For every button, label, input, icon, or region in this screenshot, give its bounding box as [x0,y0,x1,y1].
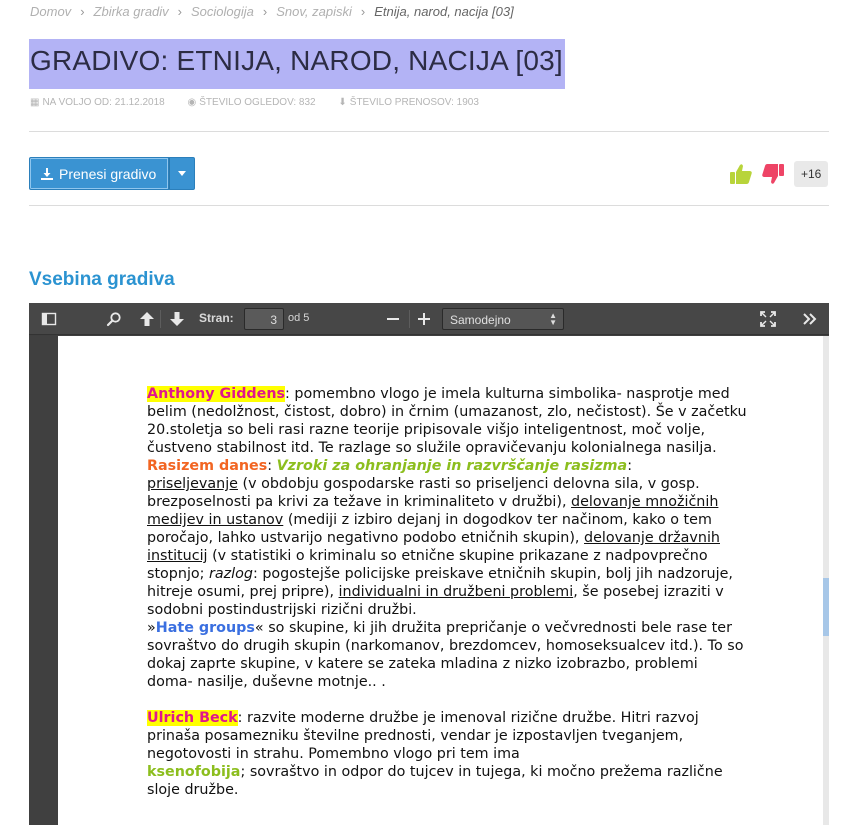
toolbar-separator [409,310,410,328]
eye-icon: ◉ [187,97,197,108]
download-button[interactable] [29,157,169,190]
italic-razlog: razlog [209,566,253,582]
download-icon: ⬇ [338,97,347,108]
text-causes-3: (v statistiki o kriminalu so etnične skupine prikazane z nadpovprečno stopnjo; [147,548,708,582]
heading-ksenofobija: ksenofobija [147,764,241,780]
fullscreen-icon[interactable] [760,311,776,327]
scrollbar-thumb[interactable] [823,578,829,636]
search-icon[interactable] [106,311,122,327]
document-scrollbar[interactable] [823,336,829,825]
chevron-right-icon: › [262,4,268,19]
breadcrumb-home[interactable]: Domov [30,4,72,19]
download-icon [41,168,53,180]
text-colon: : [627,458,633,474]
text-causes-4: : pogostejše policijske preiskave etničnih skupin, bolj jih nadzoruje, hitreje osumi, prej pripre), [147,566,733,600]
breadcrumb-subject[interactable]: Sociologija [191,4,254,19]
text-beck: : razvite moderne družbe je imenoval rizične družbe. Hitri razvoj prinaša posamezniku številne prednosti, vendar je izpostavljen tveganjem, negotovosti in strahu. Pomembno vlogo pri tem ima [147,710,699,762]
subheading-vzroki: Vzroki za ohranjanje in razvrščanje rasizma [276,458,628,474]
breadcrumb [30,4,514,19]
chevron-right-icon: › [360,4,366,19]
paragraph-causes [147,475,747,619]
breadcrumb-collection[interactable]: Zbirka gradiv [93,4,169,19]
calendar-icon: ▦ [30,97,40,108]
meta-downloads [338,97,479,108]
chevron-right-icon: › [80,4,85,19]
sidebar-toggle-icon[interactable] [41,311,57,327]
page-title: GRADIVO: ETNIJA, NAROD, NACIJA [03] [30,45,563,76]
vote-count-badge: +16 [794,161,828,187]
text-causes-5: , še posebej izraziti v sodobni postindustrijski rizični družbi. [147,584,724,618]
highlight-beck: Ulrich Beck [147,710,238,726]
title-highlight [29,39,565,89]
meta-downloads-text: ŠTEVILO PRENOSOV: 1903 [349,97,479,108]
toolbar-separator [160,310,161,328]
zoom-out-icon[interactable] [385,311,401,327]
paragraph-hate-groups [147,619,747,691]
underline-priseljevanje: priseljevanje [147,476,238,492]
download-button-label: Prenesi gradivo [59,165,157,182]
underline-institucije: delovanje državnih institucij [147,530,720,564]
text-quote-open: » [147,620,156,636]
text-causes-1: (v obdobju gospodarske rasti so priseljenci delovna sila, v gosp. brezposelnosti pa krivi za težave in kriminaliteto v družbi), [147,476,700,510]
breadcrumb-category[interactable]: Snov, zapiski [276,4,352,19]
divider [29,131,829,132]
zoom-select[interactable] [442,308,564,330]
next-page-icon[interactable] [169,311,185,327]
section-title: Vsebina gradiva [29,269,175,290]
chevron-right-icon: › [177,4,183,19]
page-label: Stran: [199,311,234,325]
page-count: od 5 [288,312,310,324]
meta-views-text: ŠTEVILO OGLEDOV: 832 [199,97,316,108]
meta-views [188,97,316,108]
breadcrumb-current: Etnija, narod, nacija [03] [374,4,514,19]
meta-info [30,97,499,108]
viewer-toolbar [29,303,829,335]
paragraph-giddens [147,385,747,457]
document-page [58,336,823,825]
underline-problemi: individualni in družbeni problemi [338,584,574,600]
text-ksenofobija: ; sovraštvo in odpor do tujcev in tujega, ki močno prežema različne sloje družbe. [147,764,723,798]
download-button-group [29,157,195,190]
zoom-select-value: Samodejno [450,313,511,327]
download-dropdown-toggle[interactable] [169,157,195,190]
text-giddens: : pomembno vlogo je imela kulturna simbolika- nasprotje med belim (nedolžnost, čistost, dobro) in črnim (umazanost, zlo, nečistost). Še v začetku 20.stoletja so beli rasi razne teorije pripisovale višjo inteligentnost, moč volje, čustveno stabilnost itd. Te razlage so služile opravičevanju kolonialnega nasilja. [147,386,747,456]
heading-hate-groups: Hate groups [155,620,255,636]
divider [29,205,829,206]
text-causes-2: (mediji z izbiro dejanj in dogodkov ter načinom, kako o tem poročajo, lahko ustvarijo negativno podobo etničnih skupin), [147,512,712,546]
tools-menu-icon[interactable] [802,311,818,327]
pdf-viewer [29,303,829,825]
paragraph-beck [147,709,747,763]
document-area[interactable] [29,336,829,825]
previous-page-icon[interactable] [139,311,155,327]
chevron-down-icon [178,171,186,176]
page-number-input[interactable]: 3 [244,308,284,330]
meta-available-text: NA VOLJO OD: 21.12.2018 [42,97,165,108]
highlight-giddens: Anthony Giddens [147,386,286,402]
spacer [147,691,747,709]
heading-rasizem: Rasizem danes [147,458,268,474]
meta-available [30,97,165,108]
paragraph-ksenofobija [147,763,747,799]
thumbs-down-icon[interactable] [761,162,785,186]
select-arrows-icon: ▲ ▼ [549,311,557,327]
document-text [147,385,747,799]
text-hate-groups: « so skupine, ki jih družita prepričanje o večvrednosti bele rase ter sovraštvo do drugih skupin (narkomanov, brezdomcev, homoseksualcev itd.). To so dokaj zaprte skupine, v katere se zateka mladina z nizko izobrazbo, problemi doma- nasilje, duševne motnje.. . [147,620,744,690]
text-colon: : [267,458,277,474]
underline-mediji: delovanje množičnih medijev in ustanov [147,494,719,528]
paragraph-rasizem [147,457,747,475]
thumbs-up-icon[interactable] [729,162,753,186]
zoom-in-icon[interactable] [416,311,432,327]
